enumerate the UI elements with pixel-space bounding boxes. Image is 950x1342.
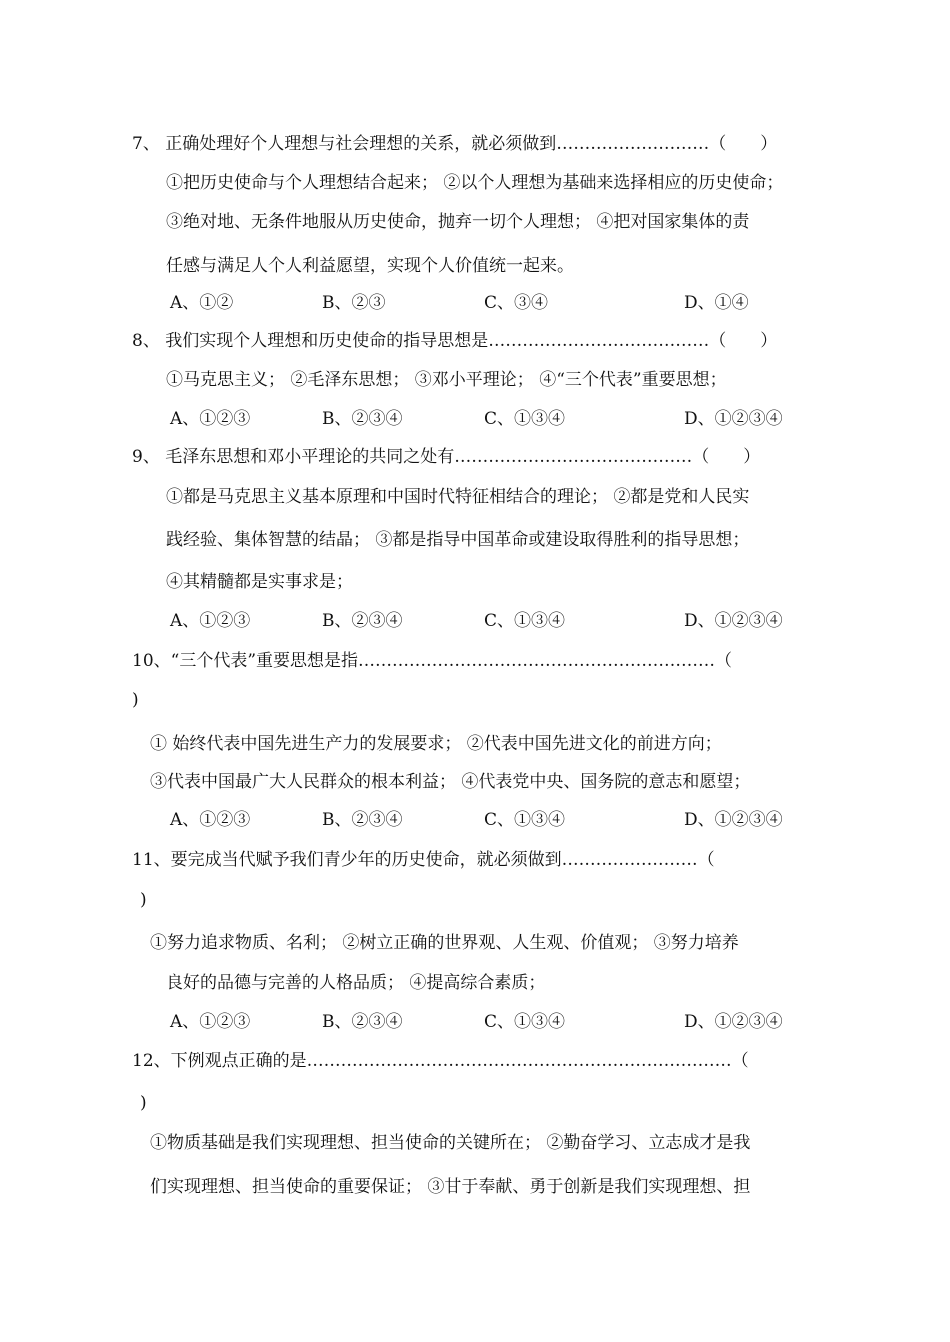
question-12-statement-1: ①物质基础是我们实现理想、担当使命的关键所在； ②勤奋学习、立志成才是我 — [150, 1133, 751, 1153]
question-9-statement-3: ④其精髓都是实事求是； — [166, 572, 353, 592]
question-7-option-a: A、①② — [170, 293, 234, 313]
question-8-option-b: B、②③④ — [322, 409, 403, 429]
question-11-option-a: A、①②③ — [170, 1012, 251, 1032]
question-7-statement-2: ③绝对地、无条件地服从历史使命，抛弃一切个人理想； ④把对国家集体的责 — [166, 212, 750, 232]
question-7-statement-1: ①把历史使命与个人理想结合起来； ②以个人理想为基础来选择相应的历史使命； — [166, 173, 784, 193]
question-9-statement-2: 践经验、集体智慧的结晶； ③都是指导中国革命或建设取得胜利的指导思想； — [166, 530, 750, 550]
question-11-option-c: C、①③④ — [484, 1012, 566, 1032]
question-8-option-c: C、①③④ — [484, 409, 566, 429]
question-7-option-b: B、②③ — [322, 293, 386, 313]
question-11-option-b: B、②③④ — [322, 1012, 403, 1032]
question-10-statement-2: ③代表中国最广大人民群众的根本利益； ④代表党中央、国务院的意志和愿望； — [150, 772, 751, 792]
question-8-option-a: A、①②③ — [170, 409, 251, 429]
question-9-option-a: A、①②③ — [170, 611, 251, 631]
question-10-option-c: C、①③④ — [484, 810, 566, 830]
question-12-stem: 12、下例观点正确的是…………………………………………………………………（ — [132, 1051, 749, 1071]
question-8-statement-1: ①马克思主义； ②毛泽东思想； ③邓小平理论； ④“三个代表”重要思想； — [166, 370, 727, 390]
question-9-statement-1: ①都是马克思主义基本原理和中国时代特征相结合的理论； ②都是党和人民实 — [166, 487, 750, 507]
question-10-option-d: D、①②③④ — [684, 810, 783, 830]
question-11-option-d: D、①②③④ — [684, 1012, 783, 1032]
question-9-option-c: C、①③④ — [484, 611, 566, 631]
question-12-statement-2: 们实现理想、担当使命的重要保证； ③甘于奉献、勇于创新是我们实现理想、担 — [150, 1177, 751, 1197]
question-11-paren-close: ) — [140, 890, 147, 910]
question-11-statement-2: 良好的品德与完善的人格品质； ④提高综合素质； — [166, 973, 546, 993]
question-11-stem: 11、要完成当代赋予我们青少年的历史使命，就必须做到……………………（ — [132, 850, 715, 870]
question-7-option-d: D、①④ — [684, 293, 749, 313]
question-9-option-d: D、①②③④ — [684, 611, 783, 631]
question-10-option-b: B、②③④ — [322, 810, 403, 830]
question-8-option-d: D、①②③④ — [684, 409, 783, 429]
question-7-statement-3: 任感与满足人个人利益愿望，实现个人价值统一起来。 — [166, 256, 574, 276]
question-10-statement-1: ① 始终代表中国先进生产力的发展要求； ②代表中国先进文化的前进方向； — [150, 734, 722, 754]
question-12-paren-close: ) — [140, 1093, 147, 1113]
question-10-option-a: A、①②③ — [170, 810, 251, 830]
question-10-paren-close: ) — [132, 690, 139, 710]
question-7-option-c: C、③④ — [484, 293, 549, 313]
question-7-stem: 7、 正确处理好个人理想与社会理想的关系，就必须做到………………………（ ） — [132, 134, 778, 154]
question-9-stem: 9、 毛泽东思想和邓小平理论的共同之处有……………………………………（ ） — [132, 447, 761, 467]
question-10-stem: 10、“三个代表”重要思想是指………………………………………………………（ — [132, 651, 733, 671]
question-11-statement-1: ①努力追求物质、名利； ②树立正确的世界观、人生观、价值观； ③努力培养 — [150, 933, 739, 953]
question-9-option-b: B、②③④ — [322, 611, 403, 631]
question-8-stem: 8、 我们实现个人理想和历史使命的指导思想是…………………………………（ ） — [132, 331, 778, 351]
